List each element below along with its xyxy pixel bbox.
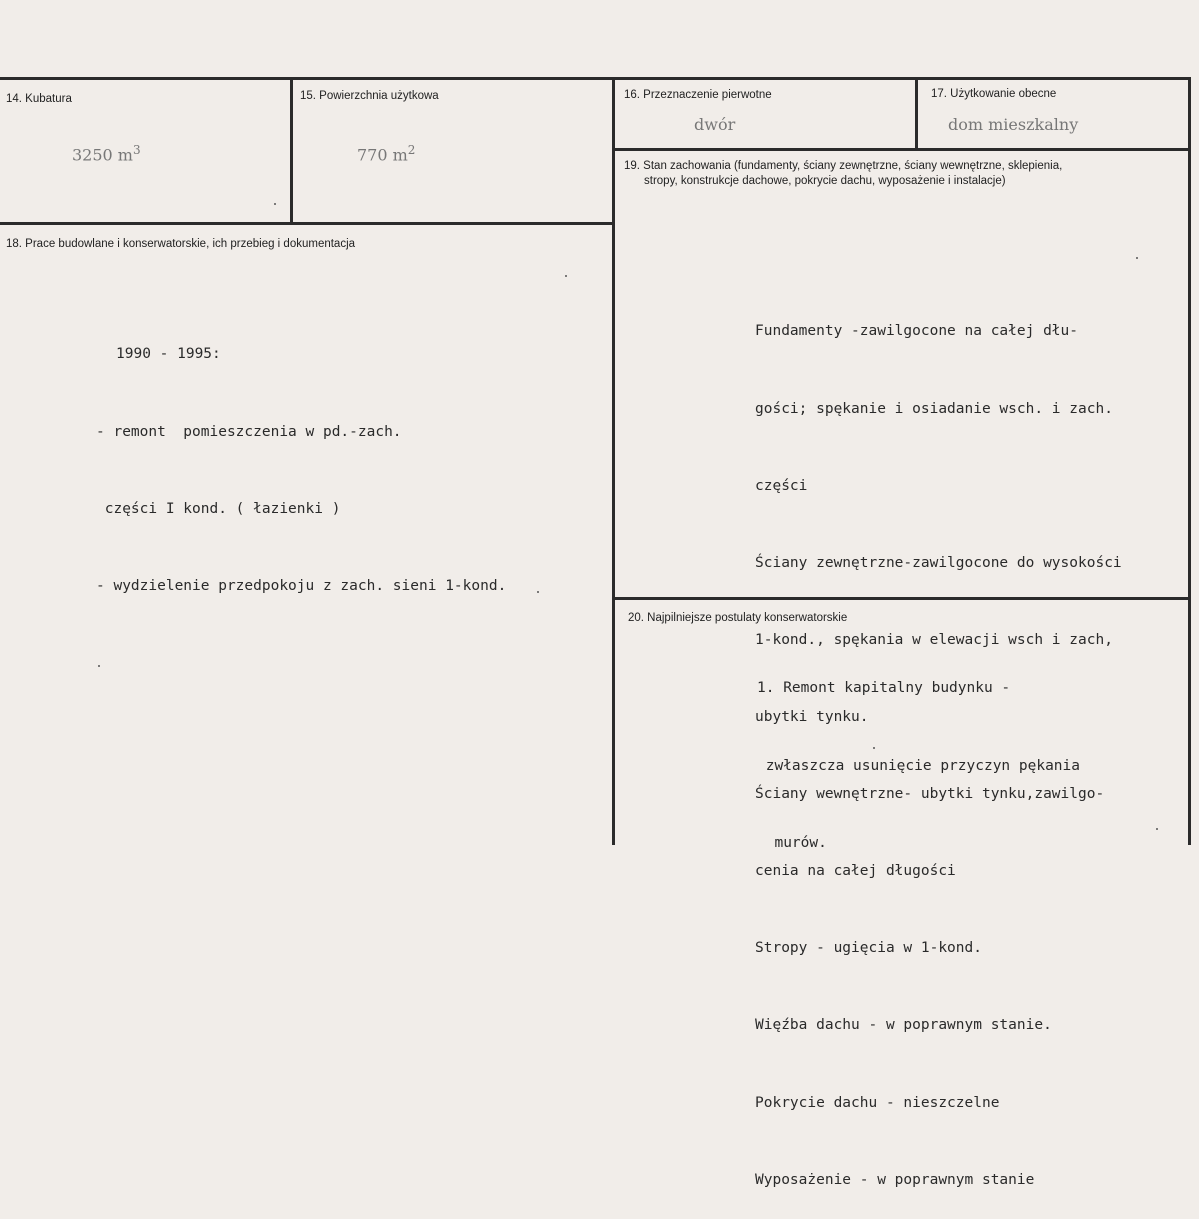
divider-14-15 [290,77,293,223]
field-18-line: części I kond. ( łazienki ) [96,500,341,517]
field-19-line: Pokrycie dachu - nieszczelne [755,1094,1000,1111]
field-19-line: gości; spękanie i osiadanie wsch. i zach. [755,400,1113,417]
field-16-value: dwór [694,115,736,134]
divider-main [612,77,615,845]
field-19-line: Więźba dachu - w poprawnym stanie. [755,1017,1052,1034]
scan-speck [565,275,567,277]
scan-speck [1136,257,1138,259]
field-16-label: 16. Przeznaczenie pierwotne [624,89,772,101]
rule-under-14-15 [0,222,614,225]
field-18-label: 18. Prace budowlane i konserwatorskie, ich przebieg i dokumentacja [6,238,356,250]
field-19-line: Fundamenty -zawilgocone na całej dłu- [755,323,1079,340]
field-20-label: 20. Najpilniejsze postulaty konserwatorskie [628,612,848,624]
scan-speck [873,747,875,749]
rule-under-16-17 [614,148,1190,151]
scan-speck [274,203,276,205]
scan-speck [537,591,539,593]
divider-16-17 [915,77,918,150]
field-17-label: 17. Użytkowanie obecne [931,88,1057,100]
field-19-label-line-2: stropy, konstrukcje dachowe, pokrycie dachu, wyposażenie i instalacje) [644,175,1006,187]
field-15-label: 15. Powierzchnia użytkowa [300,90,439,102]
field-19-line: cenia na całej długości [755,863,956,880]
scan-speck [98,665,100,667]
field-19-line: części [755,477,808,494]
field-19-line: Wyposażenie - w poprawnym stanie [755,1171,1035,1188]
field-20-text [757,625,1080,882]
field-15-exponent: 2 [407,143,416,157]
field-18-line: - wydzielenie przedpokoju z zach. sieni 1-kond. [96,577,507,594]
field-15-number: 770 m [357,145,408,165]
field-19-line: Stropy - ugięcia w 1-kond. [755,940,982,957]
field-19-line: ubytki tynku. [755,708,869,725]
field-19-line: Ściany wewnętrzne- ubytki tynku,zawilgo- [755,786,1105,803]
field-18-line: - remont pomieszczenia w pd.-zach. [96,423,402,440]
field-17-value: dom mieszkalny [948,115,1079,134]
right-edge-rule [1188,77,1191,845]
field-19-line: Ściany zewnętrzne-zawilgocone do wysokości [755,554,1122,571]
field-20-line: murów. [757,834,827,851]
field-20-line: zwłaszcza usunięcie przyczyn pękania [757,757,1081,774]
field-19-line: 1-kond., spękania w elewacji wsch i zach, [755,631,1113,648]
field-19-label-line-1: 19. Stan zachowania (fundamenty, ściany zewnętrzne, ściany wewnętrzne, sklepienia, [624,160,1063,172]
field-14-value [72,143,141,164]
top-rule [0,77,1190,80]
field-14-label: 14. Kubatura [6,93,72,105]
field-15-value [357,143,415,164]
field-14-exponent: 3 [132,143,141,157]
field-14-number: 3250 m [72,145,133,165]
field-18-line: 1990 - 1995: [116,346,221,363]
field-20-line: 1. Remont kapitalny budynku - [757,680,1011,697]
field-18-text [96,291,506,625]
scan-speck [1156,828,1158,830]
